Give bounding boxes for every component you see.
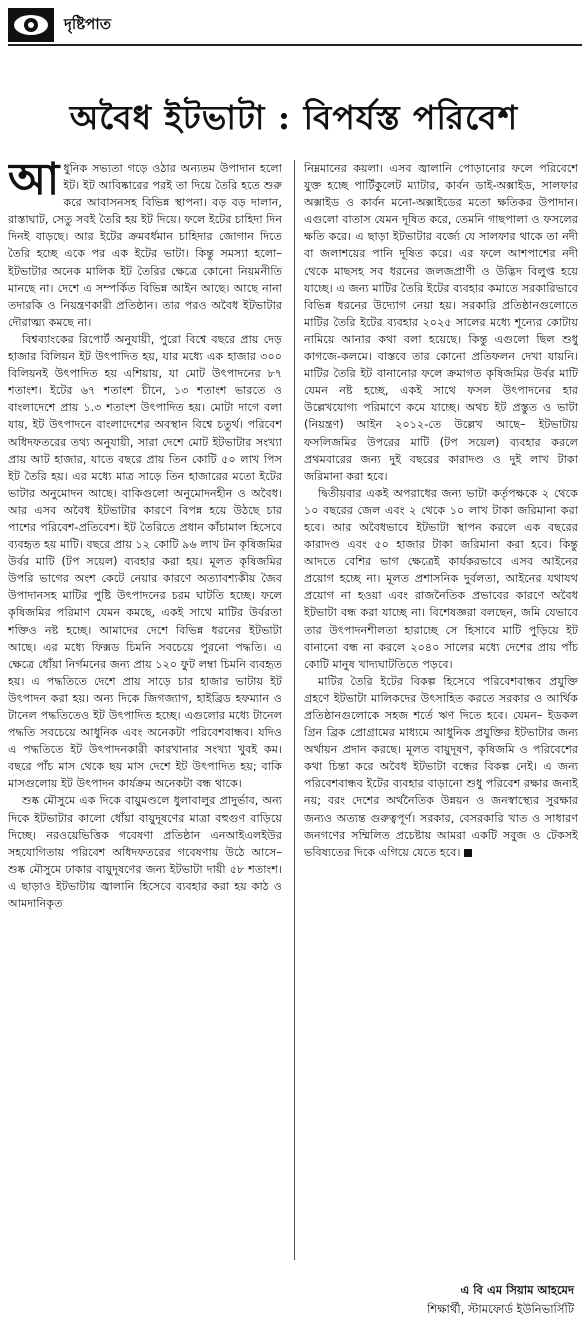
paragraph-text: মাটির তৈরি ইটের বিকল্প হিসেবে পরিবেশবান্ধব প্রযুক্তি গ্রহণে ইটভাটা মালিকদের উৎসাহিত করতে সরকার ও আর্থিক প্রতিষ্ঠানগুলোকে সহজ শর্তে ঋণ দিতে হবে। যেমন– ইডকল গ্রিন ব্রিক প্রোগ্রামের মাধ্যমে আধুনিক প্রযুক্তির ইটভাটার জন্য অর্থায়ন প্রদান করছে। মূলত বায়ুদূষণ, কৃষিজমি ও পরিবেশের কথা চিন্তা করে অবৈধ ইটভাটা বন্ধের বিকল্প নেই। এ জন্য পরিবেশবান্ধব ইটের ব্যবহার বাড়ানো শুধু পরিবেশ রক্ষার জন্যই নয়; বরং দেশের অর্থনৈতিক উন্নয়ন ও জনস্বাস্থ্যের সুরক্ষার জন্যও অত্যন্ত গুরুত্বপূর্ণ। সরকার, বেসরকারি খাত ও সাধারণ জনগণের সম্মিলিত প্রচেষ্টায় আমরা একটি সবুজ ও টেকসই ভবিষ্যতের দিকে এগিয়ে যেতে হবে। [304, 674, 578, 859]
end-mark-icon [464, 849, 472, 857]
author-name: এ বি এম সিয়াম আহমেদ [460, 1283, 574, 1297]
article-column-1 [8, 160, 282, 1330]
author-affiliation: শিক্ষার্থী, স্টামফোর্ড ইউনিভার্সিটি [427, 1302, 574, 1316]
section-name: দৃষ্টিপাত [64, 14, 111, 33]
drop-cap: আ [8, 160, 60, 205]
paragraph: বিশ্বব্যাংকের রিপোর্ট অনুযায়ী, পুরো বিশ্বে বছরে প্রায় দেড় হাজার বিলিয়ন ইট উৎপাদিত হয়, যার মধ্যে এক হাজার ৩০০ বিলিয়নই উৎপাদিত হয় এশিয়ায়, যা মোট উৎপাদনের ৮৭ শতাংশ। ইটের ৬৭ শতাংশ চীনে, ১৩ শতাংশ ভারতে ও বাংলাদেশে প্রায় ১.৩ শতাংশ উৎপাদিত হয়। মোটা দাগে বলা যায়, ইট উৎপাদনে বাংলাদেশের অবস্থান বিশ্বে চতুর্থ। পরিবেশ অধিদফতরের তথ্য অনুযায়ী, সারা দেশে মোট ইটভাটার সংখ্যা প্রায় আট হাজার, যাতে বছরে প্রায় তিন কোটি ৫০ লাখ পিস ইট তৈরি হয়। এর মধ্যে মাত্র সাড়ে তিন হাজারের মতো ইটের ভাটার অনুমোদন আছে। বাকিগুলো অনুমোদনহীন ও অবৈধ। আর এসব অবৈধ ইটভাটার কারণে বিপন্ন হয়ে উঠছে চার পাশের পরিবেশ-প্রতিবেশ। ইট তৈরিতে প্রধান কাঁচামাল হিসেবে ব্যবহৃত হয় মাটি। বছরে প্রায় ১২ কোটি ৯৬ লাখ টন কৃষিজমির উর্বর মাটি (টপ সয়েল) ব্যবহার করা হয়। মূলত কৃষিজমির উপরি ভাগের অংশ কেটে নেয়ার কারণে অত্যাবশ্যকীয় জৈব উপাদানসহ মাটির পুষ্টি উৎপাদনের চরম ঘাটতি হচ্ছে। ফলে কৃষিজমির পরিমাণ যেমন কমছে, একই সাথে মাটির উর্বরতা শক্তিও নষ্ট হচ্ছে। আমাদের দেশে বিভিন্ন ধরনের ইটভাটা আছে। এর মধ্যে ফিক্সড চিমনি সবচেয়ে পুরনো পদ্ধতি। এ ক্ষেত্রে ধোঁয়া নির্গমনের জন্য প্রায় ১২০ ফুট লম্বা চিমনি ব্যবহৃত হয়। এ পদ্ধতিতে দেশে প্রায় সাড়ে চার হাজার ভাটায় ইট উৎপাদন করা হয়। অন্য দিকে জিগজ্যাগ, হাইব্রিড হফম্যান ও টানেল পদ্ধতিতেও ইট উৎপাদিত হচ্ছে। এগুলোর মধ্যে টানেল পদ্ধতি সবচেয়ে আধুনিক এবং অনেকটা পরিবেশবান্ধব। যদিও এ পদ্ধতিতে ইট উৎপাদনকারী কারখানার সংখ্যা খুবই কম। বছরে পাঁচ মাস থেকে ছয় মাস দেশে ইট উৎপাদিত হয়; বাকি মাসগুলোয় ইট উৎপাদন কার্যক্রম অনেকটা বন্ধ থাকে। [8, 332, 282, 791]
paragraph [8, 160, 282, 331]
paragraph [304, 673, 578, 861]
eye-icon [8, 8, 54, 42]
article-column-2 [304, 160, 578, 1260]
column-divider [294, 160, 295, 1260]
paragraph: নিম্নমানের কয়লা। এসব জ্বালানি পোড়ানোর ফলে পরিবেশে যুক্ত হচ্ছে পার্টিকুলেট ম্যাটার, কার্বন ডাই-অক্সাইড, সালফার অক্সাইড ও কার্বন মনো-অক্সাইডের মতো ক্ষতিকর উপাদান। এগুলো বাতাস যেমন দূষিত করে, তেমনি গাছপালা ও ফসলের ক্ষতি করে। এ ছাড়া ইটভাটার বর্জ্যে যে সালফার থাকে তা নদী বা জলাশয়ের পানি দূষিত করে। এর ফলে আশপাশের নদী থেকে মাছসহ সব ধরনের জলজপ্রাণী ও উদ্ভিদ বিলুপ্ত হয়ে যাচ্ছে। এ জন্য মাটির তৈরি ইটের ব্যবহার কমাতে সরকারিভাবে বিভিন্ন ধরনের উদ্যোগ নেয়া হয়। সরকারি প্রতিষ্ঠানগুলোতে মাটির তৈরি ইটের ব্যবহার ২০২৫ সালের মধ্যে শূন্যের কোটায় নামিয়ে আনার কথা বলা হয়েছে। কিন্তু এগুলো ছিল শুধু কাগজে-কলমে। বাস্তবে তার কোনো প্রতিফলন দেখা যায়নি। মাটির তৈরি ইট বানানোর ফলে ক্রমাগত কৃষিজমির উর্বর মাটি যেমন নষ্ট হচ্ছে, একই সাথে ফসল উৎপাদনের হার উল্লেখযোগ্য পরিমাণে কমে যাচ্ছে। অথচ ইট প্রস্তুত ও ভাটা (নিয়ন্ত্রণ) আইন ২০১২-তে উল্লেখ আছে– ইটভাটায় ফসলিজমির উপরের মাটি (টপ সয়েল) ব্যবহার করলে প্রথমবারের জন্য দুই বছরের কারাদণ্ড ও দুই লাখ টাকা জরিমানা করা হবে। [304, 162, 578, 483]
paragraph: দ্বিতীয়বার একই অপরাধের জন্য ভাটা কর্তৃপক্ষকে ২ থেকে ১০ বছরের জেল এবং ২ থেকে ১০ লাখ টাকা জরিমানা করা হবে। আর অবৈধভাবে ইটভাটা স্থাপন করলে এক বছরের কারাদণ্ড এবং ৫০ হাজার টাকা জরিমানা করা হবে। কিন্তু আদতে বেশির ভাগ ক্ষেত্রেই কার্যকরভাবে এসব আইনের প্রয়োগ হচ্ছে না। মূলত প্রশাসনিক দুর্বলতা, আইনের যথাযথ প্রয়োগ না হওয়া এবং রাজনৈতিক প্রভাবের কারণে অবৈধ ইটভাটা বন্ধ করা যাচ্ছে না। বিশেষজ্ঞরা বলছেন, জমি যেভাবে তার উৎপাদনশীলতা হারাচ্ছে সে হিসাবে মাটি পুড়িয়ে ইট বানানো বন্ধ না করলে ২০৪০ সালের মধ্যে দেশের প্রায় পাঁচ কোটি মানুষ খাদ্যঘাটতিতে পড়বে। [304, 486, 578, 671]
paragraph-text: ধুনিক সভ্যতা গড়ে ওঠার অন্যতম উপাদান হলো ইট। ইট আবিষ্কারের পরই তা দিয়ে তৈরি হতে শুরু করে আবাসনসহ বিভিন্ন স্থাপনা। বড় বড় দালান, রাস্তাঘাট, সেতু সবই তৈরি হয় ইট দিয়ে। ফলে ইটের চাহিদা দিন দিনই বাড়ছে। আর ইটের ক্রমবর্ধমান চাহিদার জোগান দিতে তৈরি হচ্ছে একে পর এক ইটের ভাটা। কিন্তু সমস্যা হলো– ইটভাটার অনেক মালিক ইট তৈরির ক্ষেত্রে কোনো নিয়মনীতি মানছে না। দেশে এ সম্পর্কিত বিভিন্ন আইন আছে। আছে নানা তদারকি ও নিয়ন্ত্রণকারী প্রতিষ্ঠান। তার পরও অবৈধ ইটভাটার দৌরাত্ম্য কমছে না। [8, 162, 282, 329]
paragraph: শুষ্ক মৌসুমে এক দিকে বায়ুমণ্ডলে ধুলাবালুর প্রাদুর্ভাব, অন্য দিকে ইটভাটার কালো ধোঁয়া বায়ুদূষণের মাত্রা বহুগুণ বাড়িয়ে দিচ্ছে। নরওয়েভিত্তিক গবেষণা প্রতিষ্ঠান এনআইএলইউর সহযোগিতায় পরিবেশ অধিদফতরের গবেষণায় উঠে আসে– শুষ্ক মৌসুমে ঢাকার বায়ুদূষণের জন্য ইটভাটা দায়ী ৫৮ শতাংশ। এ ছাড়াও ইটভাটায় জ্বালানি হিসেবে ব্যবহার করা হয় কাঠ ও আমদানিকৃত [8, 794, 282, 911]
section-header [8, 6, 582, 46]
headline: অবৈধ ইটভাটা : বিপর্যস্ত পরিবেশ [69, 98, 519, 137]
